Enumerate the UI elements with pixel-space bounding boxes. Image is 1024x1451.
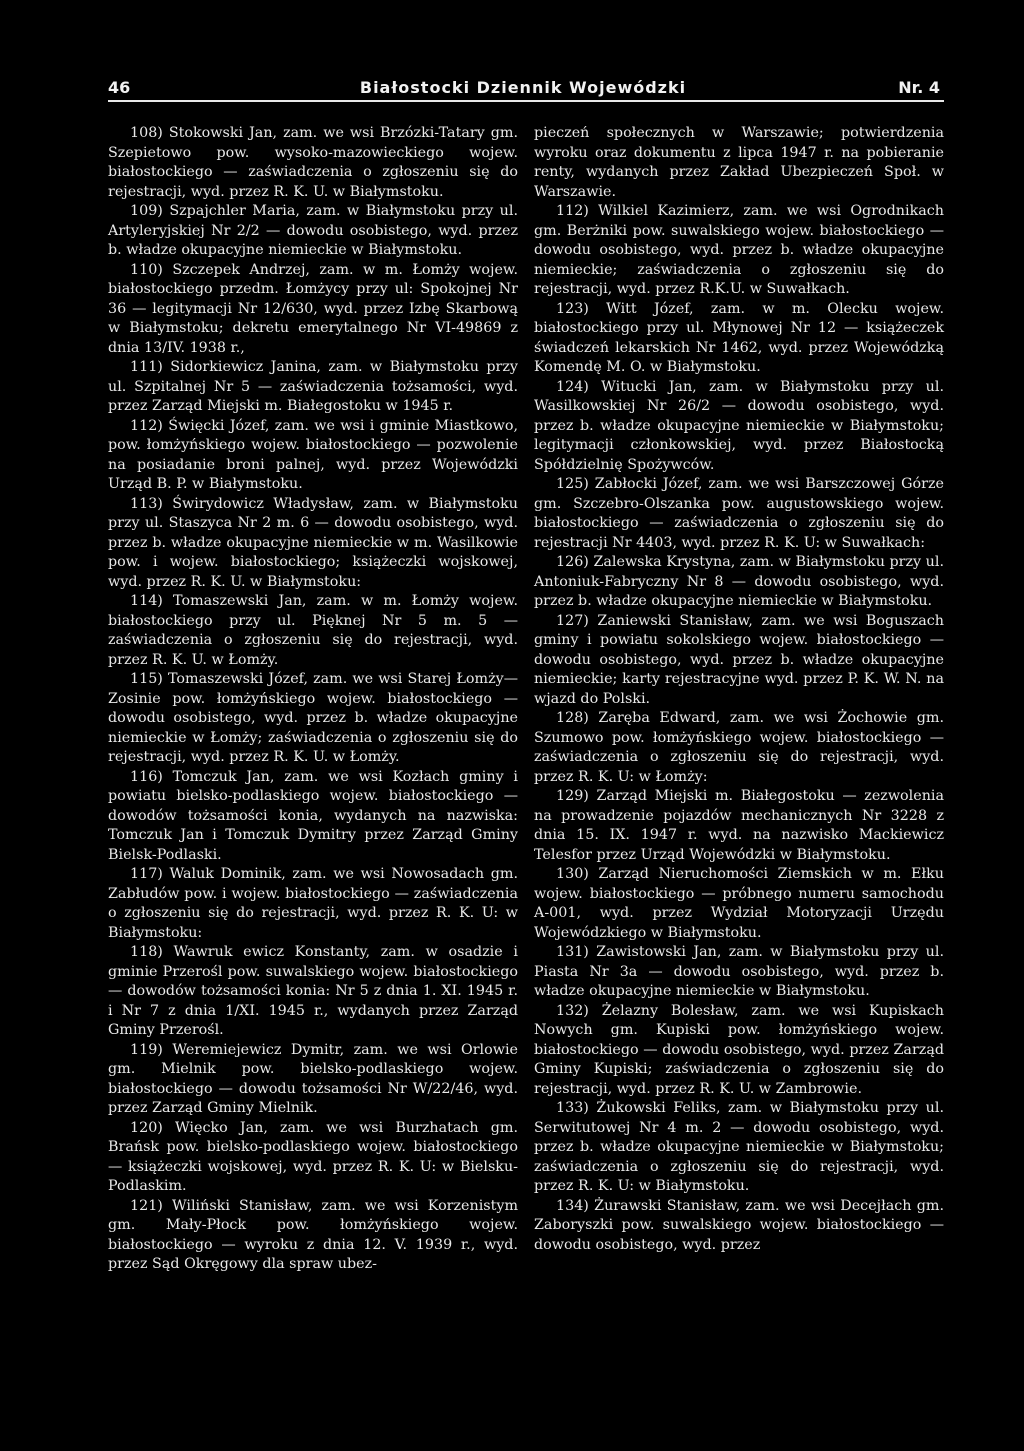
register-entry: 112) Wilkiel Kazimierz, zam. we wsi Ogrodnikach gm. Berżniki pow. suwalskiego wojew. białostockiego — dowodu osobistego, wyd. przez b. władze okupacyjne niemieckie; zaświadczenia o zgłoszeniu się do rejestracji, wyd. przez R.K.U. w Suwałkach. <box>534 203 944 297</box>
register-entry: 113) Świrydowicz Władysław, zam. w Białymstoku przy ul. Staszyca Nr 2 m. 6 — dowodu osobistego, wyd. przez b. władze okupacyjne niemieckie w m. Wasilkowie pow. i wojew. białostockiego; książeczki wojskowej, wyd. przez R. K. U. w Białymstoku: <box>108 495 518 590</box>
register-entry: 128) Zaręba Edward, zam. we wsi Żochowie gm. Szumowo pow. łomżyńskiego wojew. białostockiego — zaświadczenia o zgłoszeniu się do rejestracji, wyd. przez R. K. U: w Łomży: <box>534 710 944 785</box>
register-entry: 134) Żurawski Stanisław, zam. we wsi Decejłach gm. Zaboryszki pow. suwalskiego wojew. białostockiego — dowodu osobistego, wyd. przez <box>534 1197 944 1253</box>
register-entry: 110) Szczepek Andrzej, zam. w m. Łomży wojew. białostockiego przedm. Łomżycy przy ul: Spokojnej Nr 36 — legitymacji Nr 12/630, wyd. przez Izbę Skarbową w Białymstoku; dekretu emerytalnego Nr VI-49869 z dnia 13/IV. 1938 r., <box>108 261 518 356</box>
journal-title: Białostocki Dziennik Wojewódzki <box>359 78 687 97</box>
continued-paragraph: pieczeń społecznych w Warszawie; potwierdzenia wyroku oraz dokumentu z lipca 1947 r. na pobieranie renty, wydanych przez Zakład Ubezpieczeń Społ. w Warszawie. <box>534 125 944 200</box>
register-entry: 124) Witucki Jan, zam. w Białymstoku przy ul. Wasilkowskiej Nr 26/2 — dowodu osobistego, wyd. przez b. władze okupacyjne niemieckie w Białymstoku; legitymacji członkowskiej, wyd. przez Białostocką Spółdzielnię Spożywców. <box>534 378 944 473</box>
register-entry: 111) Sidorkiewicz Janina, zam. w Białymstoku przy ul. Szpitalnej Nr 5 — zaświadczenia tożsamości, wyd. przez Zarząd Miejski m. Białegostoku w 1945 r. <box>108 359 518 414</box>
register-entry: 125) Zabłocki Józef, zam. we wsi Barszczowej Górze gm. Szczebro-Olszanka pow. augustowskiego wojew. białostockiego — zaświadczenia o zgłoszeniu się do rejestracji Nr 4403, wyd. przez R. K. U: w Suwałkach: <box>534 476 944 551</box>
register-entry: 121) Wiliński Stanisław, zam. we wsi Korzenistym gm. Mały-Płock pow. łomżyńskiego wojew. białostockiego — wyroku z dnia 12. V. 1939 r., wyd. przez Sąd Okręgowy dla spraw ubez- <box>108 1197 518 1272</box>
register-entry: 127) Zaniewski Stanisław, zam. we wsi Boguszach gminy i powiatu sokolskiego wojew. białostockiego — dowodu osobistego, wyd. przez b. władze okupacyjne niemieckie; karty rejestracyjne wyd. przez P. K. W. N. na wjazd do Polski. <box>534 612 944 707</box>
register-entry: 123) Witt Józef, zam. w m. Olecku wojew. białostockiego przy ul. Młynowej Nr 12 — książeczek świadczeń lekarskich Nr 1462, wyd. przez Wojewódzką Komendę M. O. w Białymstoku. <box>534 300 944 375</box>
register-entry: 133) Żukowski Feliks, zam. w Białymstoku przy ul. Serwitutowej Nr 4 m. 2 — dowodu osobistego, wyd. przez b. władze okupacyjne niemieckie w Białymstoku; zaświadczenia o zgłoszeniu się do rejestracji, wyd. przez R. K. U: w Białymstoku. <box>534 1100 944 1194</box>
register-entry: 115) Tomaszewski Józef, zam. we wsi Starej Łomży—Zosinie pow. łomżyńskiego wojew. białostockiego — dowodu osobistego, wyd. przez b. władze okupacyjne niemieckie w Łomży; zaświadczenia o zgłoszeniu się do rejestracji, wyd. przez R. K. U. w Łomży. <box>108 671 518 765</box>
register-entry: 131) Zawistowski Jan, zam. w Białymstoku przy ul. Piasta Nr 3a — dowodu osobistego, wyd. przez b. władze okupacyjne niemieckie w Białymstoku. <box>534 944 944 999</box>
register-entry: 112) Święcki Józef, zam. we wsi i gminie Miastkowo, pow. łomżyńskiego wojew. białostockiego — pozwolenie na posiadanie broni palnej, wyd. przez Wojewódzki Urząd B. P. w Białymstoku. <box>108 417 518 492</box>
issue-number: Nr. 4 <box>898 78 940 97</box>
register-entry: 117) Waluk Dominik, zam. we wsi Nowosadach gm. Zabłudów pow. i wojew. białostockiego — zaświadczenia o zgłoszeniu się do rejestracji, wyd. przez R. K. U: w Białymstoku: <box>108 866 518 941</box>
register-entry: 109) Szpajchler Maria, zam. w Białymstoku przy ul. Artyleryjskiej Nr 2/2 — dowodu osobistego, wyd. przez b. władze okupacyjne niemieckie w Białymstoku. <box>108 203 518 258</box>
register-entry: 116) Tomczuk Jan, zam. we wsi Kozłach gminy i powiatu bielsko-podlaskiego wojew. białostockiego — dowodów tożsamości konia, wydanych na nazwiska: Tomczuk Jan i Tomczuk Dymitry przez Zarząd Gminy Bielsk-Podlaski. <box>108 768 518 863</box>
register-entry: 108) Stokowski Jan, zam. we wsi Brzózki-Tatary gm. Szepietowo pow. wysoko-mazowieckiego wojew. białostockiego — zaświadczenia o zgłoszeniu się do rejestracji, wyd. przez R. K. U. w Białymstoku. <box>108 125 518 200</box>
register-entry: 129) Zarząd Miejski m. Białegostoku — zezwolenia na prowadzenie pojazdów mechanicznych Nr 3228 z dnia 15. IX. 1947 r. wyd. na nazwisko Mackiewicz Telesfor przez Urząd Wojewódzki w Białymstoku. <box>534 788 944 863</box>
left-column <box>108 124 518 1275</box>
right-column <box>534 124 944 1255</box>
register-entry: 126) Zalewska Krystyna, zam. w Białymstoku przy ul. Antoniuk-Fabryczny Nr 8 — dowodu osobistego, wyd. przez b. władze okupacyjne niemieckie w Białymstoku. <box>534 554 944 609</box>
register-entry: 119) Weremiejewicz Dymitr, zam. we wsi Orlowie gm. Mielnik pow. bielsko-podlaskiego wojew. białostockiego — dowodu tożsamości Nr W/22/46, wyd. przez Zarząd Gminy Mielnik. <box>108 1041 518 1116</box>
register-entry: 120) Więcko Jan, zam. we wsi Burzhatach gm. Brańsk pow. bielsko-podlaskiego wojew. białostockiego — książeczki wojskowej, wyd. przez R. K. U: w Bielsku-Podlaskim. <box>108 1119 518 1194</box>
register-entry: 118) Wawruk ewicz Konstanty, zam. w osadzie i gminie Przerośl pow. suwalskiego wojew. białostockiego — dowodów tożsamości konia: Nr 5 z dnia 1. XI. 1945 r. i Nr 7 z dnia 1/XI. 1945 r., wydanych przez Zarząd Gminy Przerośl. <box>108 944 518 1038</box>
page-number: 46 <box>108 78 131 97</box>
page-header <box>108 78 944 102</box>
register-entry: 114) Tomaszewski Jan, zam. w m. Łomży wojew. białostockiego przy ul. Pięknej Nr 5 m. 5 — zaświadczenia o zgłoszeniu się do rejestracji, wyd. przez R. K. U. w Łomży. <box>108 593 518 668</box>
register-entry: 132) Żelazny Bolesław, zam. we wsi Kupiskach Nowych gm. Kupiski pow. łomżyńskiego wojew. białostockiego — dowodu osobistego, wyd. przez Zarząd Gminy Kupiski; zaświadczenia o zgłoszeniu się do rejestracji, wyd. przez R. K. U. w Zambrowie. <box>534 1002 944 1097</box>
register-entry: 130) Zarząd Nieruchomości Ziemskich w m. Ełku wojew. białostockiego — próbnego numeru samochodu A-001, wyd. przez Wydział Motoryzacji Urzędu Wojewódzkiego w Białymstoku. <box>534 866 944 941</box>
